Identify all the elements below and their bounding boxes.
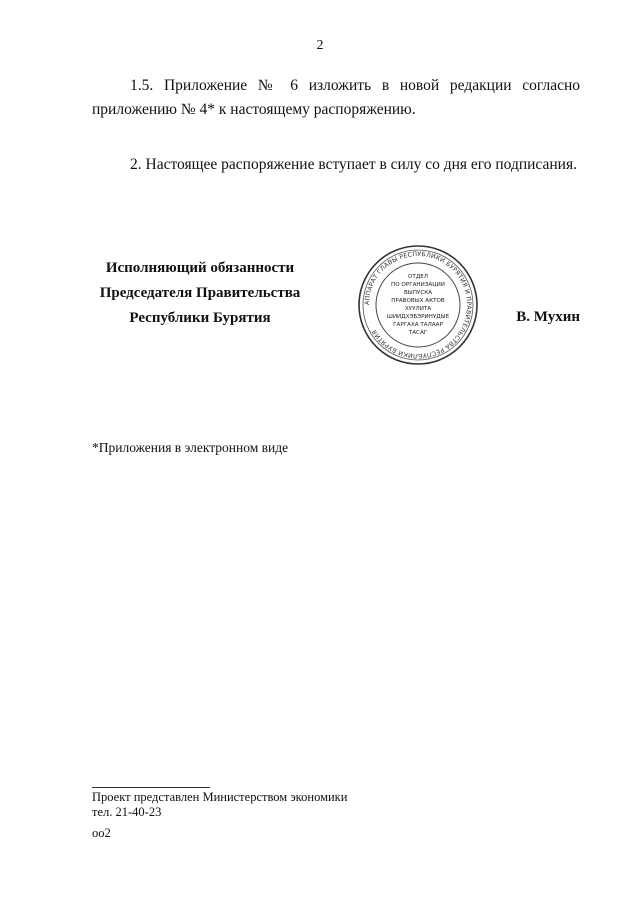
seal-text-line-6: ШИИДХЭБЭРИНУДЫЕ bbox=[386, 314, 450, 320]
page-number: 2 bbox=[316, 38, 324, 53]
signatory-position-line-1: Исполняющий обязанности bbox=[105, 260, 295, 276]
seal-text-line-8: ТАСАГ bbox=[408, 330, 428, 336]
seal-text-line-2: ПО ОРГАНИЗАЦИИ bbox=[391, 282, 445, 288]
seal-text-line-7: ГАРГАХА ТАЛААР bbox=[393, 322, 443, 328]
seal-middle-ring bbox=[363, 250, 473, 360]
seal-text-line-1: ОТДЕЛ bbox=[408, 274, 428, 280]
seal-ring-text: АППАРАТ ГЛАВЫ РЕСПУБЛИКИ БУРЯТИЯ И ПРАВИТЕЛЬСТВА РЕСПУБЛИКИ БУРЯТИЯ bbox=[363, 250, 473, 360]
seal-text-line-3: ВЫПУСКА bbox=[403, 290, 433, 296]
seal-outer-ring bbox=[359, 246, 477, 364]
official-seal bbox=[357, 244, 479, 366]
signatory-position-line-2: Председателя Правительства bbox=[99, 285, 301, 301]
signatory-position bbox=[90, 256, 310, 331]
signatory-name: В. Мухин bbox=[516, 309, 580, 325]
footer-code: оо2 bbox=[92, 826, 111, 840]
appendix-note: *Приложения в электронном виде bbox=[92, 440, 289, 455]
seal-text-line-5: ХУУЛИТА bbox=[404, 306, 432, 312]
paragraph-appendix: 1.5. Приложение № 6 изложить в новой редакции согласно приложению № 4* к настоящему распоряжению. bbox=[92, 77, 580, 118]
footer-divider bbox=[92, 787, 210, 788]
seal-text-line-4: ПРАВОВЫХ АКТОВ bbox=[391, 298, 445, 304]
paragraph-effective-date: 2. Настоящее распоряжение вступает в силу со дня его подписания. bbox=[130, 156, 577, 173]
footer-submitted-by: Проект представлен Министерством экономики bbox=[92, 790, 348, 804]
signatory-position-line-3: Республики Бурятия bbox=[129, 310, 271, 326]
footer-phone: тел. 21-40-23 bbox=[92, 805, 162, 819]
